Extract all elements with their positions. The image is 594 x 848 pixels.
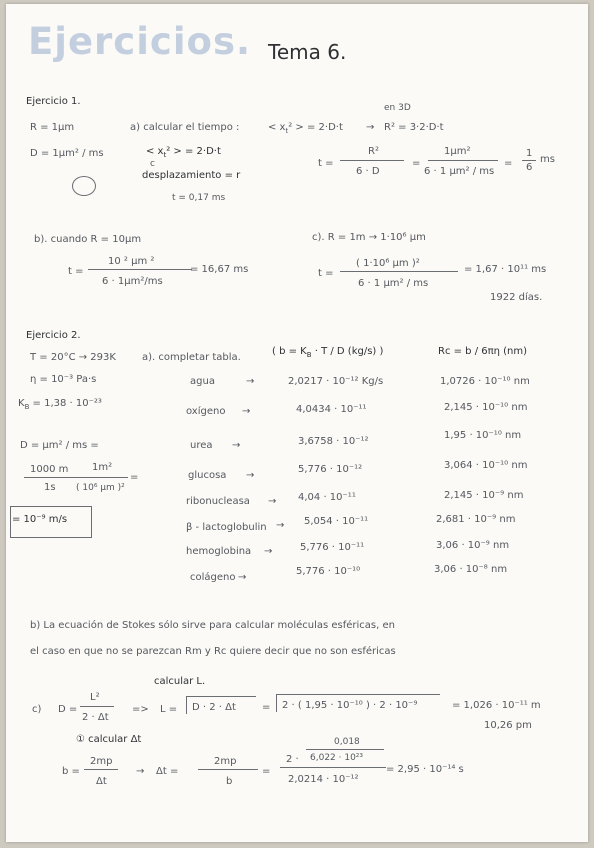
row-name: agua (190, 376, 215, 387)
ex2-heading: Ejercicio 2. (26, 330, 81, 341)
ex2-b-eq: b = (62, 766, 80, 777)
row-rc: 2,681 · 10⁻⁹ nm (436, 514, 516, 525)
ex1-frac1-bar (340, 160, 404, 161)
ex1-c-bar (340, 271, 458, 272)
ex2-T: T = 20°C → 293K (30, 352, 116, 363)
ex2-d-bar1 (24, 477, 76, 478)
ex2-c-num: L² (90, 692, 100, 703)
ex1-b-label: b). cuando R = 10μm (34, 234, 142, 245)
row-rc: 2,145 · 10⁻¹⁰ nm (444, 402, 528, 413)
ex1-t-eq: t = (318, 158, 334, 169)
ex1-eq-sign1: = (412, 158, 421, 169)
ex2-dt-n-top: 0,018 (334, 737, 360, 747)
sqrt-sign-2 (276, 694, 277, 712)
ex2-d-den2: ( 10⁶ μm )² (76, 483, 125, 493)
ex1-a-label: a) calcular el tiempo : (130, 122, 240, 133)
ex1-heading: Ejercicio 1. (26, 96, 81, 107)
ex2-c-arrow: => (132, 704, 149, 715)
ex1-b-result: = 16,67 ms (190, 264, 249, 275)
ex1-frac3-num: 1 (526, 148, 533, 159)
ex2-b-num: 2mp (90, 756, 113, 767)
ex2-c-result: = 1,026 · 10⁻¹¹ m (452, 700, 541, 711)
ex2-arrow2: → (136, 766, 145, 777)
ex1-frac2-num: 1μm² (444, 146, 471, 157)
row-rc: 1,95 · 10⁻¹⁰ nm (444, 430, 522, 441)
row-b: 5,776 · 10⁻¹² (298, 464, 363, 475)
ex1-R: R = 1μm (30, 122, 75, 133)
ex2-b-bar (84, 769, 118, 770)
row-name: hemoglobina (186, 546, 252, 557)
row-name: β - lactoglobulin (186, 522, 267, 533)
ex1-frac2-den: 6 · 1 μm² / ms (424, 166, 495, 177)
ex1-a-eq3: < $x_t^2$ > = 2·D·t (146, 146, 221, 159)
ex1-a-desp: desplazamiento = r (142, 170, 241, 181)
ex2-c-label: c) (32, 704, 42, 715)
row-rc: 2,145 · 10⁻⁹ nm (444, 490, 524, 501)
ex2-a-label: a). completar tabla. (142, 352, 241, 363)
ex1-b-bar (88, 269, 192, 270)
row-rc: 3,06 · 10⁻⁸ nm (434, 564, 508, 575)
ex1-b-t: t = (68, 266, 84, 277)
ex1-frac3-bar (522, 160, 536, 161)
ex2-d-den1: 1s (44, 482, 56, 493)
ex2-b-den: Δt (96, 776, 107, 787)
row-b: 5,776 · 10⁻¹⁰ (296, 566, 361, 577)
row-b: 5,054 · 10⁻¹¹ (304, 516, 369, 527)
row-rc: 3,064 · 10⁻¹⁰ nm (444, 460, 528, 471)
ex2-dt-n1: 2 · (286, 754, 299, 765)
row-arrow: → (246, 376, 255, 387)
page-subtitle: Tema 6. (268, 40, 347, 64)
row-name: colágeno (190, 572, 236, 583)
row-arrow: → (268, 496, 277, 507)
row-arrow: → (238, 572, 247, 583)
ex2-dt-outer-bar (280, 767, 386, 768)
ex1-b-den: 6 · 1μm²/ms (102, 276, 163, 287)
row-rc: 1,0726 · 10⁻¹⁰ nm (440, 376, 530, 387)
ex2-d-num1: 1000 m (30, 464, 69, 475)
row-b: 3,6758 · 10⁻¹² (298, 436, 369, 447)
ex1-a-small-result: t = 0,17 ms (172, 193, 226, 203)
ex1-c-result: = 1,67 · 10¹¹ ms (464, 264, 547, 275)
ex1-c-num: ( 1·10⁶ μm )² (356, 258, 420, 269)
ex2-dt-result: = 2,95 · 10⁻¹⁴ s (386, 764, 464, 775)
row-b: 5,776 · 10⁻¹¹ (300, 542, 365, 553)
row-b: 2,0217 · 10⁻¹² Kg/s (288, 376, 384, 387)
sqrt-bar-1 (186, 696, 256, 697)
ex2-d-eq: = (130, 472, 139, 483)
ex1-eq-sign2: = (504, 158, 513, 169)
ex2-c-bar (80, 706, 114, 707)
ex2-dt-num: 2mp (214, 756, 237, 767)
row-b: 4,0434 · 10⁻¹¹ (296, 404, 367, 415)
ex2-b-formula: ( $b = K_B \cdot T / D$ (kg/s) ) (272, 346, 384, 359)
ex1-frac3-unit: ms (540, 154, 555, 165)
ex2-c-L: L = (160, 704, 178, 715)
ex1-a-c: c (150, 159, 155, 169)
ex1-c-den: 6 · 1 μm² / ms (358, 278, 429, 289)
ex1-a-eq2: R² = 3·2·D·t (384, 122, 444, 133)
ex2-rc-formula: Rc = b / 6πη (nm) (438, 346, 528, 357)
ex2-d-bar2 (76, 477, 128, 478)
ex2-c-note: calcular L. (154, 676, 206, 687)
row-rc: 3,06 · 10⁻⁹ nm (436, 540, 510, 551)
ex1-c-t: t = (318, 268, 334, 279)
ex1-a-3d-note: en 3D (384, 103, 411, 113)
ex1-frac3-den: 6 (526, 162, 533, 173)
ex2-d-line: D = μm² / ms = (20, 440, 99, 451)
ex2-dt-n-bottom: 6,022 · 10²³ (310, 753, 364, 763)
ex2-dt-bar (198, 769, 258, 770)
row-name: urea (190, 440, 213, 451)
ex2-c-sqrt: D · 2 · Δt (192, 702, 236, 713)
sqrt-sign-1 (186, 696, 187, 714)
ex1-a-arrow: → (366, 122, 375, 133)
row-b: 4,04 · 10⁻¹¹ (298, 492, 356, 503)
ex1-a-eq1: < $x_t^2$ > = 2·D·t (268, 122, 343, 135)
ex2-eta: η = 10⁻³ Pa·s (30, 374, 97, 385)
ex2-kb: $K_B = 1,38 \cdot 10^{-23}$ (18, 398, 102, 411)
row-name: ribonucleasa (186, 496, 250, 507)
ex2-c-den: 2 · Δt (82, 712, 109, 723)
ex2-d-num2: 1m² (92, 462, 113, 473)
ex1-frac1-num: R² (368, 146, 379, 157)
sqrt-bar-2 (276, 694, 440, 695)
ex2-dt-den2: 2,0214 · 10⁻¹² (288, 774, 359, 785)
ex1-c-label: c). R = 1m → 1·10⁶ μm (312, 232, 426, 243)
row-arrow: → (276, 520, 285, 531)
ex2-eq2: = (262, 766, 271, 777)
ex2-c-eq2: = (262, 702, 271, 713)
ex2-dt-note: ① calcular Δt (76, 734, 142, 745)
ex2-dt-den: b (226, 776, 233, 787)
row-arrow: → (232, 440, 241, 451)
row-name: glucosa (188, 470, 227, 481)
ex2-c-sqrt2: 2 · ( 1,95 · 10⁻¹⁰ ) · 2 · 10⁻⁹ (282, 700, 418, 711)
ex2-b-text-line2: el caso en que no se parezcan Rm y Rc quiere decir que no son esféricas (30, 646, 396, 657)
row-arrow: → (264, 546, 273, 557)
row-arrow: → (246, 470, 255, 481)
sphere-sketch-icon (72, 176, 96, 196)
ex2-d-result: = 10⁻⁹ m/s (12, 514, 68, 525)
ex2-c-D: D = (58, 704, 78, 715)
ex1-D: D = 1μm² / ms (30, 148, 104, 159)
row-name: oxígeno (186, 406, 226, 417)
ex1-frac2-bar (428, 160, 498, 161)
page-title: Ejercicios. (28, 20, 252, 63)
ex2-c-result-pm: 10,26 pm (484, 720, 532, 731)
ex1-frac1-den: 6 · D (356, 166, 380, 177)
row-arrow: → (242, 406, 251, 417)
ex2-dt-eq: Δt = (156, 766, 179, 777)
ex1-c-result-days: 1922 días. (490, 292, 543, 303)
ex2-dt-inner-bar (306, 749, 384, 750)
ex2-b-text-line1: b) La ecuación de Stokes sólo sirve para calcular moléculas esféricas, en (30, 620, 395, 631)
ex1-b-num: 10 ² μm ² (108, 256, 155, 267)
